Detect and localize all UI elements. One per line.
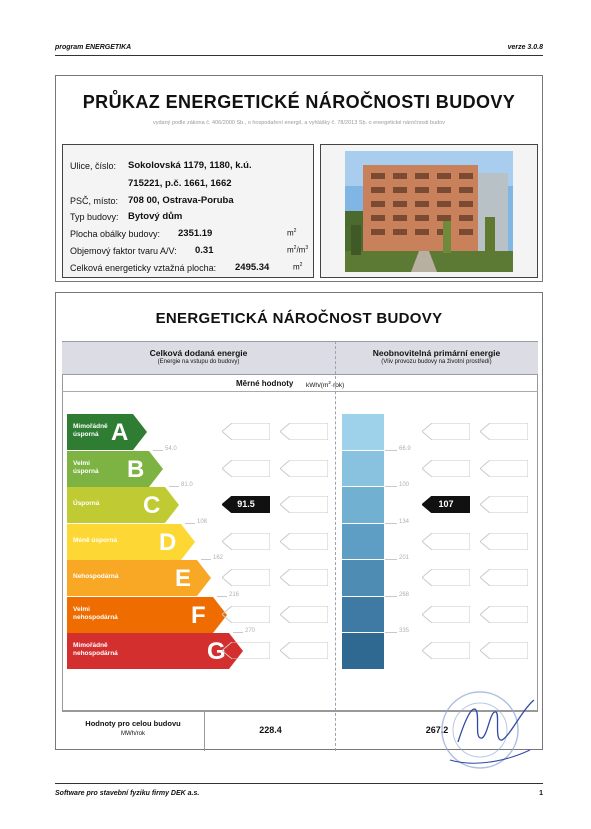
primary-tick-line (385, 450, 397, 451)
footer-software: Software pro stavební fyziku firmy DEK a.s. (55, 790, 200, 797)
grade-arrow-a (67, 414, 147, 450)
primary-tick-label: 134 (399, 518, 410, 525)
primary-total-value: 267.2 (425, 725, 449, 735)
grade-label-line2: úsporná (73, 467, 99, 475)
grade-label-line1: Úsporná (73, 500, 100, 507)
page-number: 1 (539, 790, 543, 797)
grade-label-line1: Nehospodárná (73, 573, 119, 580)
grade-letter: E (175, 565, 192, 592)
delivered-empty-tag (280, 642, 328, 659)
grade-label (73, 537, 117, 545)
delivered-tick-label: 216 (229, 591, 240, 598)
primary-tick-label: 100 (399, 482, 410, 488)
grade-arrow-g (67, 633, 243, 669)
delivered-tick-label: 108 (197, 518, 208, 525)
tag-outline (222, 569, 270, 586)
factor-value: 0.31 (195, 245, 214, 256)
primary-scale-segment (342, 524, 384, 560)
primary-scale-segment (342, 414, 384, 450)
delivered-empty-tag (222, 606, 270, 623)
delivered-empty-tag (280, 460, 328, 477)
primary-empty-tag (422, 460, 470, 477)
tag-outline (222, 606, 270, 623)
tag-outline (480, 423, 528, 440)
primary-energy-title: Neobnovitelná primární energie (372, 348, 501, 358)
delivered-empty-tag (222, 642, 270, 659)
tag-outline (280, 533, 328, 550)
primary-scale-segment (342, 487, 384, 523)
tag-outline (480, 533, 528, 550)
grade-label (73, 642, 118, 658)
delivered-tick-line (153, 450, 163, 451)
building-photo (345, 151, 513, 272)
primary-empty-tag (422, 423, 470, 440)
primary-tick-label: 66.9 (399, 445, 411, 452)
primary-value-tag (422, 496, 470, 513)
tag-outline (222, 533, 270, 550)
tag-outline (422, 533, 470, 550)
delivered-energy-title: Celková dodaná energie (149, 348, 248, 358)
grade-label-line1: Méně úsporná (73, 536, 118, 544)
grade-arrow-b (67, 451, 163, 487)
tag-outline (422, 606, 470, 623)
tag-outline (222, 423, 270, 440)
program-name: program ENERGETIKA (55, 44, 132, 51)
grade-label-line2: nehospodárná (73, 613, 118, 621)
primary-empty-tag (480, 533, 528, 550)
primary-empty-tag (480, 496, 528, 513)
grade-label (73, 460, 99, 476)
grade-letter: A (111, 419, 129, 446)
grade-label (73, 573, 119, 581)
primary-tick-line (385, 486, 397, 487)
primary-scale-segment (342, 597, 384, 633)
tag-outline (480, 496, 528, 513)
delivered-tick-label: 270 (245, 628, 256, 634)
type-value: Bytový dům (128, 211, 183, 222)
grade-label (73, 606, 118, 622)
grade-arrow-c (67, 487, 179, 523)
grade-label-line1: Velmi (73, 459, 90, 467)
primary-empty-tag (422, 642, 470, 659)
delivered-tick-label: 81.0 (181, 482, 193, 488)
specific-values-label: Měrné hodnoty (236, 379, 294, 388)
delivered-tick-line (185, 523, 195, 524)
primary-tick-label: 335 (399, 628, 410, 634)
grade-label-line1: Mimořádně (73, 423, 108, 430)
delivered-tick-line (217, 596, 227, 597)
primary-tick-line (385, 523, 397, 524)
delivered-empty-tag (280, 496, 328, 513)
tag-outline (280, 569, 328, 586)
primary-empty-tag (480, 569, 528, 586)
delivered-value: 91.5 (237, 499, 255, 509)
factor-unit: $m^2/m^3$ (287, 245, 309, 255)
tag-outline (422, 423, 470, 440)
stamp-signature (430, 680, 540, 780)
primary-empty-tag (422, 533, 470, 550)
primary-tick-line (385, 559, 397, 560)
primary-tick-label: 201 (399, 555, 410, 561)
street-label: Ulice, číslo: (70, 161, 117, 171)
grade-arrow-f (67, 597, 227, 633)
area-unit: $m^2$ (287, 228, 297, 238)
header-divider (55, 55, 543, 56)
primary-empty-tag (480, 606, 528, 623)
delivered-tick-line (169, 486, 179, 487)
totals-unit: MWh/rok (121, 731, 145, 737)
grade-letter: G (207, 638, 226, 665)
tag-outline (280, 423, 328, 440)
psc-value: 708 00, Ostrava-Poruba (128, 195, 234, 206)
area-label: Plocha obálky budovy: (70, 229, 161, 239)
footer-divider (55, 783, 543, 784)
delivered-empty-tag (280, 569, 328, 586)
tag-outline (280, 460, 328, 477)
grade-arrow-e (67, 560, 211, 596)
delivered-empty-tag (222, 423, 270, 440)
tag-outline (480, 606, 528, 623)
primary-empty-tag (480, 460, 528, 477)
primary-scale-segment (342, 451, 384, 487)
primary-tick-line (385, 632, 397, 633)
factor-label: Objemový faktor tvaru A/V: (70, 246, 177, 256)
grade-label (73, 500, 99, 508)
tag-outline (222, 460, 270, 477)
delivered-empty-tag (222, 569, 270, 586)
primary-empty-tag (422, 606, 470, 623)
tag-outline (280, 496, 328, 513)
grade-letter: F (191, 601, 206, 629)
grade-label-line1: Velmi (73, 605, 90, 613)
primary-empty-tag (480, 642, 528, 659)
primary-tick-line (385, 596, 397, 597)
delivered-total-value: 228.4 (259, 725, 282, 735)
street-value-line2: 715221, p.č. 1661, 1662 (128, 178, 232, 189)
delivered-empty-tag (280, 423, 328, 440)
primary-scale-segment (342, 633, 384, 669)
delivered-tick-line (201, 559, 211, 560)
tag-outline (422, 642, 470, 659)
energy-title: ENERGETICKÁ NÁROČNOST BUDOVY (155, 310, 443, 327)
delivered-empty-tag (222, 533, 270, 550)
grade-label (73, 423, 108, 439)
delivered-value-tag (222, 496, 270, 513)
ref-area-value: 2495.34 (235, 262, 270, 273)
tag-outline (480, 569, 528, 586)
primary-empty-tag (480, 423, 528, 440)
type-label: Typ budovy: (70, 212, 119, 222)
primary-value: 107 (438, 499, 454, 509)
certificate-title: PRŮKAZ ENERGETICKÉ NÁROČNOSTI BUDOVY (82, 92, 516, 112)
building-photo-frame (320, 144, 538, 278)
street-value: Sokolovská 1179, 1180, k.ú. (128, 160, 252, 171)
tag-outline (422, 460, 470, 477)
psc-label: PSČ, místo: (70, 196, 119, 206)
primary-empty-tag (422, 569, 470, 586)
primary-scale-segment (342, 560, 384, 596)
delivered-empty-tag (280, 533, 328, 550)
certificate-subtitle: vydaný podle zákona č. 406/2000 Sb., o hospodaření energií, a vyhlášky č. 78/2013 Sb. o energetické náročnosti budov (153, 120, 445, 126)
delivered-tick-line (233, 632, 243, 633)
tag-outline (422, 569, 470, 586)
primary-energy-subtitle: (Vliv provozu budovy na životní prostředí) (381, 359, 492, 365)
delivered-empty-tag (222, 460, 270, 477)
grade-label-line2: úsporná (73, 431, 99, 438)
grade-letter: D (159, 528, 177, 556)
ref-area-unit: $m^2$ (293, 262, 303, 272)
grade-arrow-d (67, 524, 195, 560)
tag-outline (280, 606, 328, 623)
tag-outline (280, 642, 328, 659)
tag-outline (222, 642, 270, 659)
totals-label: Hodnoty pro celou budovu (85, 719, 181, 728)
tag-outline (480, 642, 528, 659)
grade-label-line1: Mimořádně (73, 642, 108, 649)
primary-tick-label: 268 (399, 591, 410, 598)
program-version: verze 3.0.8 (507, 44, 543, 51)
grade-letter: B (127, 455, 145, 483)
delivered-tick-label: 54.0 (165, 445, 177, 452)
building-info-panel (62, 144, 314, 278)
specific-values-unit: kWh/$(m^2\cdot rok)$ (306, 380, 345, 390)
delivered-empty-tag (280, 606, 328, 623)
ref-area-label: Celková energeticky vztažná plocha: (70, 263, 217, 273)
grade-label-line2: nehospodárná (73, 650, 118, 657)
area-value: 2351.19 (178, 228, 213, 239)
delivered-energy-subtitle: (Energie na vstupu do budovy) (157, 359, 240, 365)
delivered-tick-label: 162 (213, 555, 224, 561)
tag-outline (480, 460, 528, 477)
grade-letter: C (143, 492, 161, 519)
certificate-box (55, 75, 543, 282)
